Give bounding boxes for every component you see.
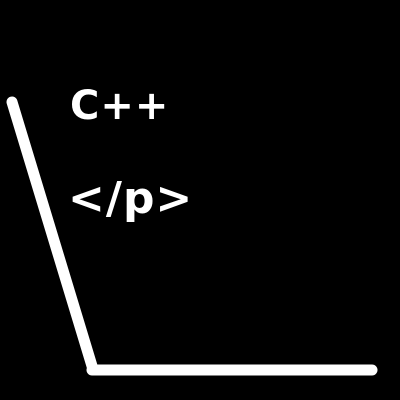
laptop-screen-edge <box>12 102 92 366</box>
html-paragraph-tag-label: </p> <box>68 173 194 224</box>
cpp-label: C++ <box>70 83 170 129</box>
